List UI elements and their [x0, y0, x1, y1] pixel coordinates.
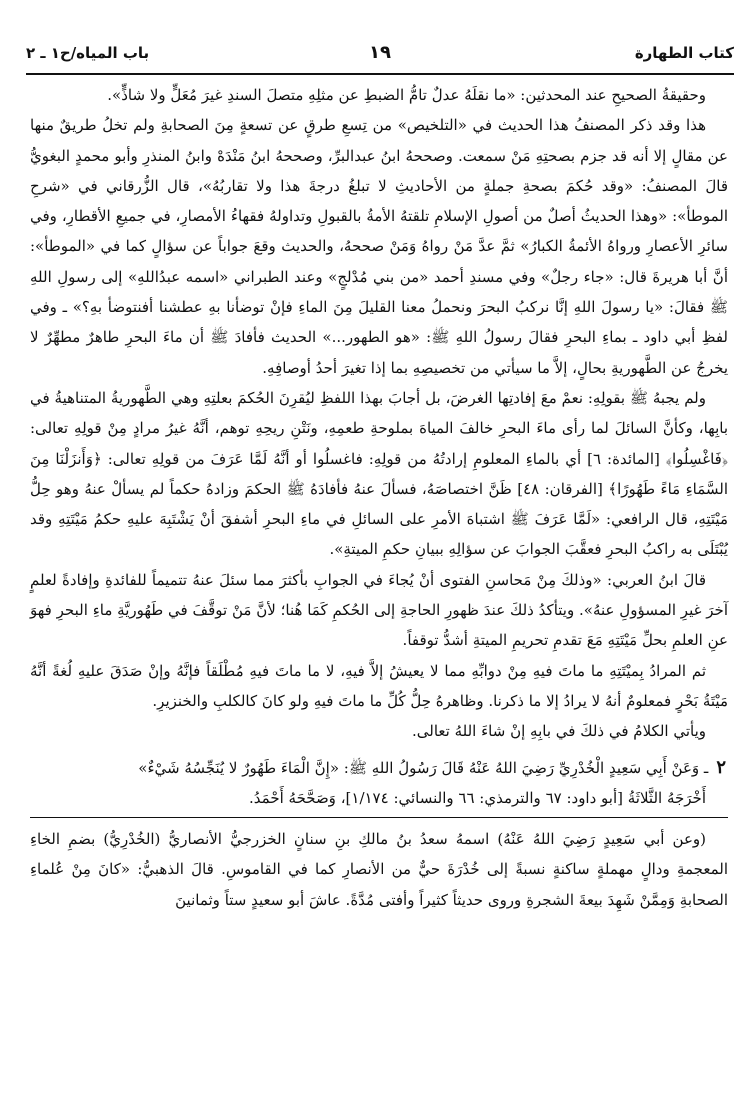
page-number: ١٩: [369, 42, 391, 63]
hadith-text: [30, 753, 728, 783]
running-header: [26, 38, 734, 68]
hadith-takhrij: أَخْرَجَهُ الثَّلاثَةُ [أبو داود: ٦٧ والترمذي: ٦٦ والنسائي: ١/١٧٤]، وَصَحَّحَهُ أَحْمَدُ.: [249, 788, 706, 807]
paragraph-commentary: (وعن أبي سَعِيدٍ رَضِيَ اللهُ عَنْهُ) اسمهُ سعدُ بنُ مالكِ بنِ سنانٍ الخزرجيُّ الأنصاريُّ (الخُدْرِيُّ) بضمِ الخاءِ المعجمةِ ودالٍ مهملةٍ ساكنةٍ نسبةً إلى خُدْرَةَ حيٌّ من الأنصارِ كما في القاموسِ. قالَ الذهبيُّ: «كانَ مِنْ عُلماءِ الصحابةِ وَمِمَّنْ شَهِدَ بيعةَ الشجرةِ وروى حديثاً كثيراً وأفتى مُدَّةً. عاشَ أبو سعيدٍ ستاً وثمانينَ: [30, 830, 728, 909]
paragraph-answer-wisdom: ولم يجبهُ ﷺ بقولِهِ: نعمْ معَ إفادتِها الغرضَ، بل أجابَ بهذا اللفظِ ليُقرِنَ الحُكمَ بعلتِهِ وهي الطَّهوريةُ المتناهيةُ في بابِها، وكأنَّ السائلَ لما رأى ماءَ البحرِ خالفَ المياهَ بملوحةِ طعمِهِ، ونَتْنِ ريحِهِ توهم، أنَّهُ غيرُ مرادٍ مِنْ قولِهِ تعالى: ﴿فَاغْسِلُوا﴾ [المائدة: ٦] أي بالماءِ المعلومِ إرادتُهُ من قولِهِ: فاغسلُوا أو أنَّهُ لَمَّا عَرَفَ من قولِهِ تعالى: ﴿وَأَنزَلْنَا مِنَ السَّمَاءِ مَاءً طَهُورًا﴾ [الفرقان: ٤٨] ظَنَّ اختصاصَهُ، فسألَ عنهُ فأفادَهُ ﷺ الحكمَ وزادهُ حكماً لم يسألْ عنهُ وهو حِلُّ مَيْتَتِهِ، قال الرافعي: «لَمَّا عَرَفَ ﷺ اشتباهَ الأمرِ على السائلِ في ماءِ البحرِ أشفقَ أنْ يَشْتَبِهَ عليهِ حكمُ مَيْتَتِهِ وقد يُبْتَلَى به راكبُ البحرِ فعقَّبَ الجوابَ عن سؤالِهِ ببيانِ حكمِ الميتةِ».: [30, 388, 728, 559]
header-rule: [26, 73, 734, 75]
hadith-number: ٢: [716, 756, 726, 778]
paragraph-closing: ويأتي الكلامُ في ذلكَ في بابِهِ إنْ شاءَ اللهُ تعالى.: [412, 722, 706, 741]
book-title: كتاب الطهارة: [634, 44, 734, 62]
hadith-body: ـ وَعَنْ أَبِي سَعِيدٍ الْخُدْرِيِّ رَضِيَ اللهُ عَنْهُ قَالَ رَسُولُ اللهِ ﷺ: «إِنَّ الْمَاءَ طَهُورٌ لا يُنَجِّسُهُ شَيْءٌ»: [138, 758, 709, 777]
chapter-title: باب المياه/ح١ ـ ٢: [26, 44, 150, 62]
paragraph-maytah: ثم المرادُ بِميْتَتِهِ ما ماتَ فيهِ مِنْ دوابِّهِ مما لا يعيشُ إلاَّ فيهِ، لا ما ماتَ فيهِ مُطْلَقاً فإنَّهُ وإنْ صَدَقَ عليهِ لُغةً أنَّهُ مَيْتَةُ بَحْرٍ فمعلومٌ أنهُ لا يرادُ إلا ما ذكرنا. وظاهرهُ حِلُّ كُلِّ ما ماتَ فيهِ ولو كانَ كالكلبِ والخنزيرِ.: [30, 661, 728, 710]
paragraph-takhrij-discussion: هذا وقد ذكر المصنفُ هذا الحديث في «التلخيص» من تِسعِ طرقٍ عن تسعةٍ مِنَ الصحابةِ ولم تخلُ طريقٌ منها عن مقالٍ إلا أنه قد جزم بصحتِهِ مَنْ سمعت. وصححهُ ابنُ عبدالبرِّ، وصححهُ ابنُ مَنْدَهْ وابنُ المنذرِ وأبو محمدٍ البغويُّ قالَ المصنفُ: «وقد حُكمَ بصحةِ جملةٍ من الأحاديثِ لا تبلغُ درجةَ هذا ولا تقاربُهُ»، قال الزُّرقاني في «شرحِ الموطأ»: «وهذا الحديثُ أصلٌ من أصولِ الإسلامِ تلقتهُ الأمةُ بالقبولِ وتداولهُ فقهاءُ الأمصارِ، في جميعِ الأقطارِ، وفي سائرِ الأعصارِ ورواهُ الأئمةُ الكبارُ» ثمَّ عدَّ مَنْ رواهُ وَمَنْ صححهُ، والحديث وقعَ جواباً عن سؤالٍ كما في «الموطأ»: أنَّ أبا هريرةَ قال: «جاء رجلٌ» وفي مسندِ أحمد «من بني مُدْلجٍ» وعند الطبراني «اسمه عبدُاللهِ» إلى رسولِ اللهِ ﷺ فقالَ: «يا رسولَ اللهِ إنَّا نركبُ البحرَ ونحملُ معنا القليلَ مِنَ الماءِ فإنْ توضأنا بهِ عطشنا أفنتوضأ بهِ؟» ـ وفي لفظِ أبي داود ـ بماءِ البحرِ فقالَ رسولُ اللهِ ﷺ: «هو الطهور...» الحديث فأفادَ ﷺ أن ماءَ البحرِ طاهرٌ مطهِّرٌ لا يخرجُ عن الطَّهوريةِ بحالٍ، إلاَّ ما سيأتي من تخصيصِهِ بما إذا تغيرَ أحدُ أوصافِهِ.: [30, 116, 728, 377]
page-body: [30, 80, 728, 915]
section-divider: [30, 817, 728, 818]
paragraph-definition: وحقيقةُ الصحيحِ عند المحدثين: «ما نقلَهُ عدلٌ تامُّ الضبطِ عن مثلِهِ متصلَ السندِ غيرَ مُعَلٍّ ولا شاذٍّ».: [107, 86, 706, 104]
paragraph-ibn-arabi: قالَ ابنُ العربي: «وذلكَ مِنْ مَحاسنِ الفتوى أنْ يُجاءَ في الجوابِ بأكثرَ مما سئلَ عنهُ تتميماً للفائدةِ وإفادةً لعلمٍ آخرَ غيرِ المسؤولِ عنهُ». ويتأكدُ ذلكَ عندَ ظهورِ الحاجةِ إلى الحُكمِ كَمَا هُنا؛ لأنَّ مَنْ توقَّفَ في طَهُوريَّةِ ماءِ البحرِ فهوَ عنِ العلمِ بحلِّ مَيْتَتِهِ مَعَ تقدمِ تحريمِ الميتةِ أشدُّ توقفاً.: [30, 570, 728, 650]
